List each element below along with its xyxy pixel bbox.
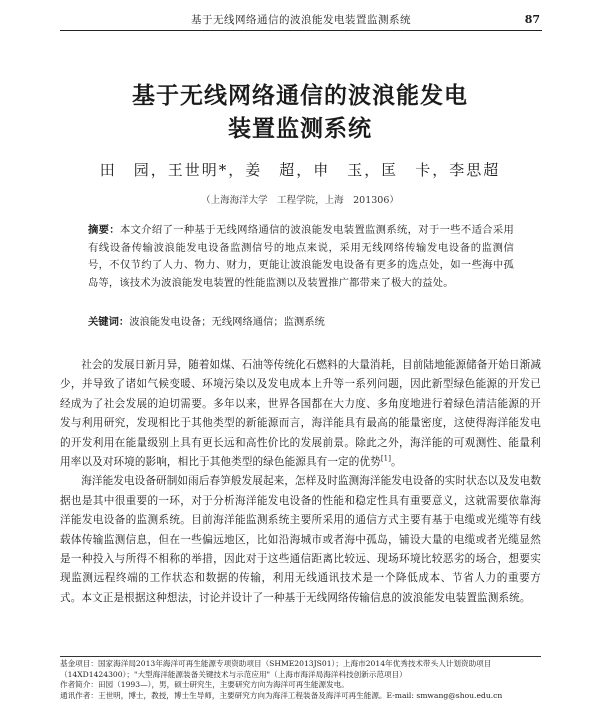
paragraph-1-text: 社会的发展日新月异，随着如煤、石油等传统化石燃料的大量消耗，目前陆地能源储备开始日渐减少，并导致了诸如气候变暖、环境污染以及发电成本上升等一系列问题，因此新型绿色能源的开发已经成为了社会发展的迫切需要。多年以来，世界各国都在大力度、多角度地进行着绿色清洁能源的开发与利用研究，发现相比于其他类型的新能源而言，海洋能具有最高的能量密度，这使得海洋能发电的开发利用在能量级别上具有更长远和高性价比的发展前景。除此之外，海洋能的可观测性、能量利用率以及对环境的影响，相比于其他类型的绿色能源具有一定的优势 [60, 359, 542, 469]
body-paragraph-1 [60, 356, 541, 472]
abstract-label: 摘要： [88, 224, 120, 236]
running-head [60, 12, 542, 31]
article-title [60, 80, 540, 146]
article-title-line-2: 装置监测系统 [228, 116, 372, 142]
paragraph-1-end: 。 [391, 456, 402, 469]
fund-note-line-2: （14XD1424300）；"大型海洋能源装备关键技术与示范应用"（上海市海洋局海洋科技创新示范项目） [60, 669, 407, 679]
keywords [88, 314, 514, 331]
body-text [60, 356, 541, 608]
article-title-line-1: 基于无线网络通信的波浪能发电 [132, 83, 468, 109]
author-bio-note: 作者简介：田园（1993—），男，硕士研究生，主要研究方向为海洋可再生能源发电。 [60, 680, 349, 690]
affiliation: （上海海洋大学 工程学院，上海 201306） [201, 195, 399, 206]
page-number: 87 [524, 13, 540, 26]
fund-note-line-1: 基金项目：国家海洋局2013年海洋可再生能源专项资助项目（SHME2013JS01）；上海市2014年优秀技术带头人计划资助项目 [60, 659, 492, 668]
abstract [88, 222, 514, 292]
running-head-title: 基于无线网络通信的波浪能发电装置监测系统 [191, 14, 411, 26]
keywords-text: 波浪能发电设备；无线网络通信；监测系统 [129, 316, 325, 328]
abstract-text: 本文介绍了一种基于无线网络通信的波浪能发电装置监测系统，对于一些不适合采用有线设备传输波浪能发电设备监测信号的地点来说，采用无线网络传输发电设备的监测信号，不仅节约了人力、物力、财力，更能让波浪能发电设备有更多的选点处，如一些海中孤岛等，该技术为波浪能发电装置的性能监测以及装置推广都带来了极大的益处。 [88, 224, 514, 289]
footnotes [60, 656, 541, 701]
corresponding-author-note: 通讯作者：王世明，博士，教授，博士生导师，主要研究方向为海洋工程装备及海洋可再生能源。E-mail: smwang@shou.edu.cn [60, 690, 503, 700]
citation-1: [1] [380, 454, 392, 463]
body-paragraph-2: 海洋能发电设备研制如雨后春笋般发展起来，怎样及时监测海洋能发电设备的实时状态以及发电数据也是其中很重要的一环，对于分析海洋能发电设备的性能和稳定性具有重要意义，这就需要依靠海洋能发电设备的监测系统。目前海洋能监测系统主要所采用的通信方式主要有基于电缆或光缆等有线载体传输监测信息，但在一些偏远地区，比如沿海城市或者海中孤岛，铺设大量的电缆或者光缆显然是一种投入与所得不相称的举措，因此对于这些通信距离比较远、现场环境比较恶劣的场合，想要实现监测远程终端的工作状态和数据的传输，利用无线通讯技术是一个降低成本、节省人力的重要方式。本文正是根据这种想法，讨论并设计了一种基于无线网络传输信息的波浪能发电装置监测系统。 [60, 475, 542, 604]
author-list: 田 园，王世明*，姜 超，申 玉，匡 卡，李思超 [99, 161, 501, 179]
keywords-label: 关键词： [88, 316, 130, 328]
